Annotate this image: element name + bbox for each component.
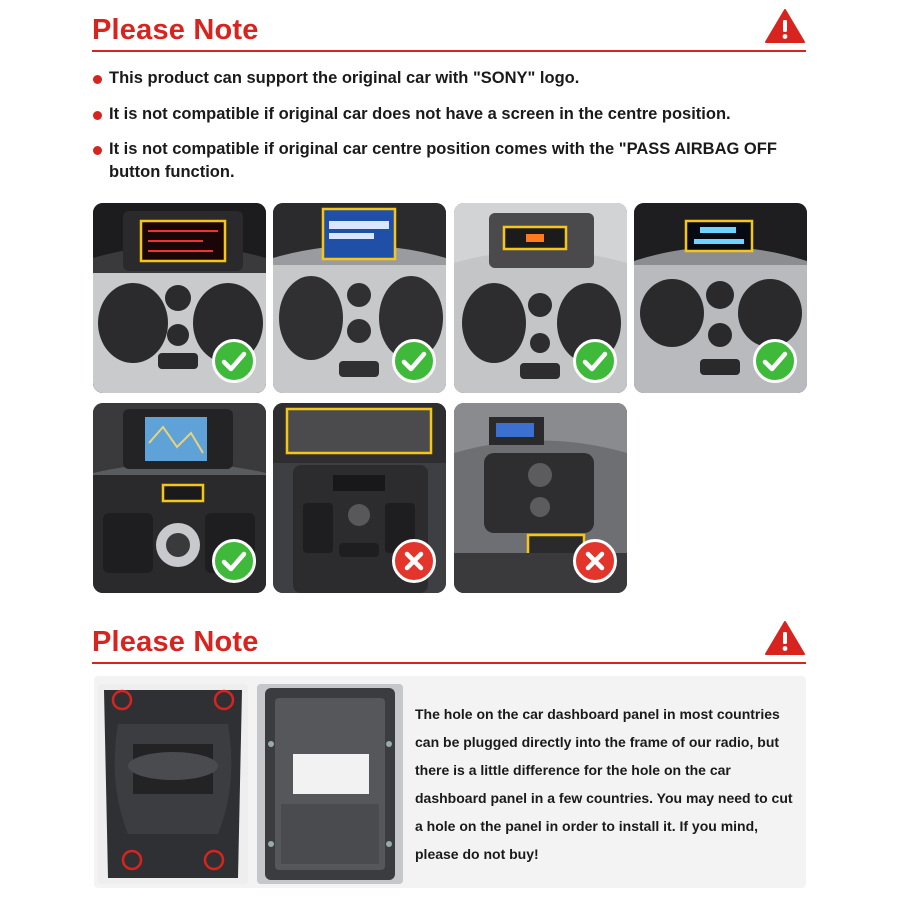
section2-title: Please Note [92, 626, 259, 658]
dashboard-photo-4 [634, 203, 807, 393]
compatible-check-icon [212, 539, 256, 583]
dashboard-photo-6 [273, 403, 446, 593]
compatible-check-icon [753, 339, 797, 383]
note-bullet-1: This product can support the original car with "SONY" logo. [93, 67, 793, 90]
not-compatible-x-icon [573, 539, 617, 583]
bullet-dot [93, 146, 102, 155]
dashboard-photo-1 [93, 203, 266, 393]
not-compatible-x-icon [392, 539, 436, 583]
dashboard-hole-note-text: The hole on the car dashboard panel in most countries can be plugged directly into the frame of our radio, but there is a little difference for the hole on the car dashboard panel in a few countries. You may need to cut a hole on the panel in order to install it. If you mind, please do not buy! [415, 706, 793, 862]
dashboard-photo-2 [273, 203, 446, 393]
dashboard-photo-7 [454, 403, 627, 593]
dashboard-photo-3 [454, 203, 627, 393]
bullet-dot [93, 75, 102, 84]
bullet-dot [93, 111, 102, 120]
section1-divider [92, 50, 806, 52]
warning-icon [764, 620, 806, 656]
compatible-check-icon [573, 339, 617, 383]
dashboard-photo-5 [93, 403, 266, 593]
radio-frame-photo [257, 684, 403, 884]
dashboard-panel-photo [98, 684, 248, 884]
note-bullet-2: It is not compatible if original car does not have a screen in the centre position. [93, 103, 793, 126]
warning-icon [764, 8, 806, 44]
section1-title: Please Note [92, 14, 259, 46]
compatible-check-icon [212, 339, 256, 383]
compatible-check-icon [392, 339, 436, 383]
note-bullet-3: It is not compatible if original car centre position comes with the "PASS AIRBAG OFF button function. [93, 138, 793, 184]
section2-divider [92, 662, 806, 664]
